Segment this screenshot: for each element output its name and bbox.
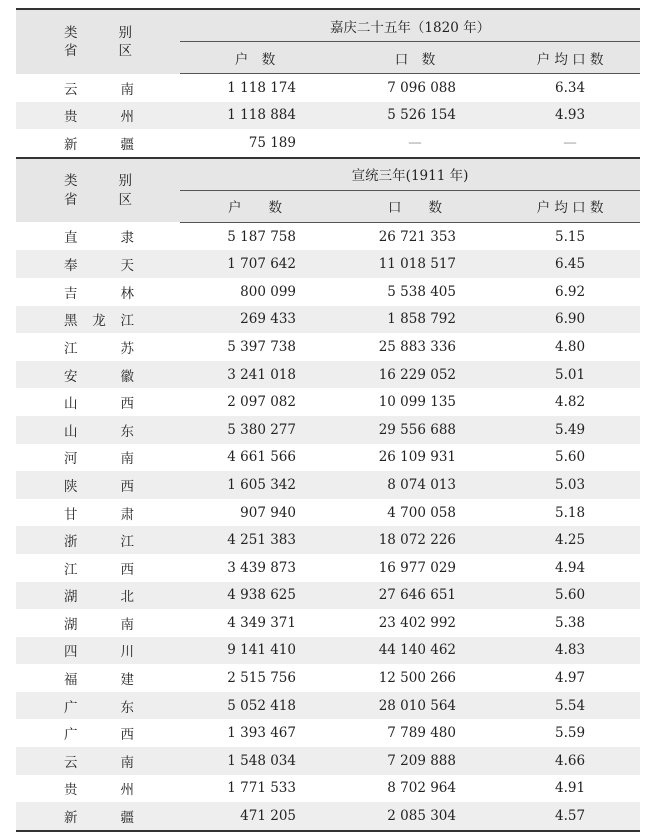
province-cell	[16, 102, 180, 130]
population-table	[16, 8, 640, 832]
table-row	[16, 361, 640, 389]
province-name: 福建	[64, 672, 134, 689]
population-cell: 26 721 353	[378, 228, 456, 245]
province-name: 贵州	[64, 109, 134, 126]
average-cell: 5.01	[500, 361, 640, 389]
category-label-text: 类	[64, 24, 78, 41]
households-cell: 5 397 738	[227, 338, 296, 355]
households-cell: 1 548 034	[180, 747, 330, 775]
province-name: 山西	[64, 396, 134, 413]
households-cell: 1 118 174	[227, 79, 296, 96]
population-cell: 1 858 792	[330, 306, 500, 334]
province-cell	[16, 554, 180, 582]
province-name: 奉天	[64, 258, 134, 275]
population-cell: 10 099 135	[378, 394, 456, 411]
average-cell: 4.94	[554, 559, 586, 576]
table-row	[16, 444, 640, 472]
average-cell: 5.59	[554, 725, 586, 742]
average-cell: 4.66	[500, 747, 640, 775]
column-header-average: 户 均 口 数	[500, 190, 640, 222]
province-cell	[16, 388, 180, 416]
category-label-text: 区	[118, 42, 132, 59]
average-cell: 4.25	[500, 526, 640, 554]
province-cell	[16, 692, 180, 720]
households-cell: 5 187 758	[227, 228, 296, 245]
population-cell: 11 018 517	[330, 250, 500, 278]
table-row	[16, 499, 640, 527]
households-cell: 4 661 566	[227, 449, 296, 466]
table-row	[16, 802, 640, 831]
population-cell: 18 072 226	[330, 526, 500, 554]
province-cell	[16, 278, 180, 306]
section2-header-row1	[16, 158, 640, 191]
category-label-text: 别	[118, 173, 132, 190]
households-cell: 4 349 371	[227, 614, 296, 631]
province-cell	[16, 361, 180, 389]
average-cell: 4.97	[554, 670, 586, 687]
province-cell	[16, 637, 180, 665]
province-name: 安徽	[64, 368, 134, 385]
population-cell: 7 209 888	[330, 747, 500, 775]
population-cell: 7 789 480	[387, 725, 456, 742]
table-row	[16, 692, 640, 720]
households-cell: 75 189	[248, 134, 296, 151]
population-cell: 23 402 992	[378, 614, 456, 631]
table-row	[16, 102, 640, 130]
population-cell: 12 500 266	[378, 670, 456, 687]
province-cell	[16, 664, 180, 692]
average-cell: 5.60	[500, 582, 640, 610]
table-row	[16, 471, 640, 499]
province-cell	[16, 74, 180, 102]
province-name: 广西	[64, 727, 134, 744]
province-name: 江苏	[64, 340, 134, 357]
average-cell: 4.93	[500, 102, 640, 130]
average-cell: 5.54	[500, 692, 640, 720]
average-cell: 5.03	[500, 471, 640, 499]
table-row	[16, 664, 640, 692]
population-cell: 26 109 931	[378, 449, 456, 466]
province-name: 陕西	[64, 478, 134, 495]
province-name: 山东	[64, 423, 134, 440]
population-cell: 5 526 154	[330, 102, 500, 130]
average-cell: 6.90	[500, 306, 640, 334]
average-cell: 5.60	[554, 449, 586, 466]
section1-header-row1	[16, 9, 640, 42]
column-header-population: 口 数	[330, 190, 500, 222]
population-cell: 44 140 462	[330, 637, 500, 665]
province-cell	[16, 719, 180, 747]
province-cell	[16, 416, 180, 444]
province-cell	[16, 222, 180, 250]
households-cell: 471 205	[180, 802, 330, 831]
province-cell	[16, 775, 180, 803]
province-name: 湖南	[64, 616, 134, 633]
table-row	[16, 416, 640, 444]
province-cell	[16, 471, 180, 499]
average-cell: 6.45	[500, 250, 640, 278]
households-cell: 269 433	[180, 306, 330, 334]
table-row	[16, 747, 640, 775]
population-cell: 16 229 052	[330, 361, 500, 389]
column-header-households: 户 数	[180, 42, 330, 74]
households-cell: 3 439 873	[227, 559, 296, 576]
province-cell	[16, 802, 180, 831]
column-header-average: 户 均 口 数	[500, 42, 640, 74]
households-cell: 4 251 383	[180, 526, 330, 554]
section1-title: 嘉庆二十五年（1820 年）	[180, 9, 640, 42]
table-row	[16, 719, 640, 747]
province-name: 甘肃	[64, 506, 134, 523]
province-name: 江西	[64, 561, 134, 578]
province-name: 浙江	[64, 534, 134, 551]
province-name: 云南	[64, 754, 134, 771]
households-cell: 5 052 418	[180, 692, 330, 720]
households-cell: 1 605 342	[180, 471, 330, 499]
province-name: 新疆	[64, 136, 134, 153]
table-row	[16, 582, 640, 610]
province-cell	[16, 129, 180, 158]
province-name: 湖北	[64, 589, 134, 606]
households-cell: 2 515 756	[227, 670, 296, 687]
average-cell: 5.18	[554, 504, 586, 521]
province-cell	[16, 609, 180, 637]
province-name: 新疆	[64, 810, 134, 827]
households-cell: 4 938 625	[180, 582, 330, 610]
households-cell: 800 099	[240, 283, 296, 300]
average-cell: 4.57	[500, 802, 640, 831]
table-row	[16, 609, 640, 637]
average-cell: 4.83	[500, 637, 640, 665]
category-label-text: 别	[118, 24, 132, 41]
average-cell: 5.38	[554, 614, 586, 631]
average-cell: 5.49	[500, 416, 640, 444]
province-name: 云南	[64, 81, 134, 98]
section1-category-label	[16, 9, 180, 74]
table-row	[16, 278, 640, 306]
column-header-population: 口 数	[330, 42, 500, 74]
province-cell	[16, 582, 180, 610]
province-name: 河南	[64, 451, 134, 468]
population-cell: 8 074 013	[330, 471, 500, 499]
households-cell: 9 141 410	[180, 637, 330, 665]
households-cell: 5 380 277	[180, 416, 330, 444]
population-cell: 4 700 058	[387, 504, 456, 521]
average-cell: 4.82	[554, 394, 586, 411]
population-table-body	[16, 9, 640, 831]
category-label-text: 类	[64, 173, 78, 190]
table-row	[16, 222, 640, 250]
table-row	[16, 74, 640, 102]
average-cell: 6.92	[554, 283, 586, 300]
table-row	[16, 637, 640, 665]
province-name: 黑龙江	[64, 313, 134, 330]
province-cell	[16, 333, 180, 361]
population-cell: 27 646 651	[330, 582, 500, 610]
population-cell: 28 010 564	[330, 692, 500, 720]
households-cell: 2 097 082	[227, 394, 296, 411]
section2-category-label	[16, 158, 180, 223]
table-row	[16, 388, 640, 416]
province-name: 直隶	[64, 230, 134, 247]
average-cell: 4.80	[554, 338, 586, 355]
province-name: 四川	[64, 644, 134, 661]
province-cell	[16, 444, 180, 472]
category-label-text: 省	[64, 191, 78, 208]
population-cell: —	[408, 134, 422, 151]
households-cell: 1 118 884	[180, 102, 330, 130]
table-row	[16, 554, 640, 582]
population-cell: 2 085 304	[330, 802, 500, 831]
population-cell: 25 883 336	[378, 338, 456, 355]
households-cell: 907 940	[240, 504, 296, 521]
province-name: 吉林	[64, 285, 134, 302]
table-row	[16, 129, 640, 158]
section2-title: 宣统三年(1911 年)	[180, 158, 640, 191]
table-row	[16, 306, 640, 334]
population-cell: 8 702 964	[387, 780, 456, 797]
table-row	[16, 333, 640, 361]
average-cell: 5.15	[554, 228, 586, 245]
population-cell: 16 977 029	[378, 559, 456, 576]
population-cell: 7 096 088	[387, 79, 456, 96]
province-cell	[16, 526, 180, 554]
households-cell: 1 771 533	[227, 780, 296, 797]
average-cell: —	[563, 134, 577, 151]
province-cell	[16, 747, 180, 775]
average-cell: 4.91	[554, 780, 586, 797]
population-cell: 5 538 405	[387, 283, 456, 300]
province-cell	[16, 250, 180, 278]
households-cell: 3 241 018	[180, 361, 330, 389]
province-cell	[16, 306, 180, 334]
category-label-text: 区	[118, 191, 132, 208]
table-row	[16, 250, 640, 278]
table-row	[16, 775, 640, 803]
table-row	[16, 526, 640, 554]
province-name: 贵州	[64, 782, 134, 799]
households-cell: 1 393 467	[227, 725, 296, 742]
average-cell: 6.34	[554, 79, 586, 96]
province-cell	[16, 499, 180, 527]
category-label-text: 省	[64, 42, 78, 59]
population-cell: 29 556 688	[330, 416, 500, 444]
province-name: 广东	[64, 699, 134, 716]
column-header-households: 户 数	[180, 190, 330, 222]
households-cell: 1 707 642	[180, 250, 330, 278]
